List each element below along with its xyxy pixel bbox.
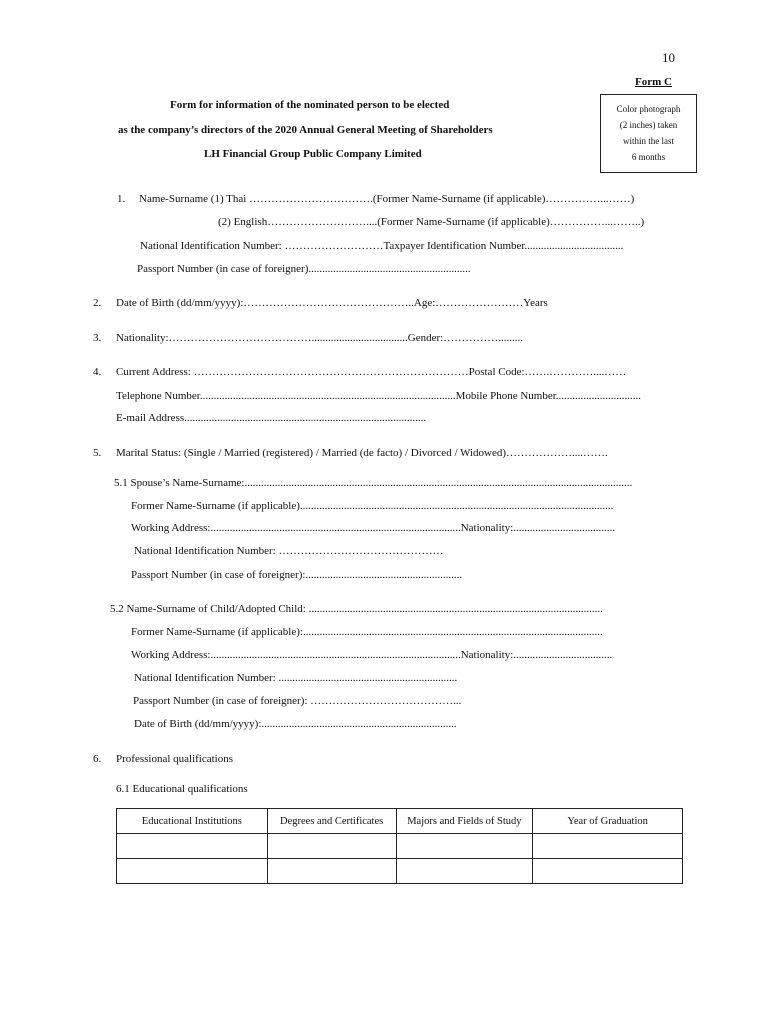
child-date-of-birth-field: Date of Birth (dd/mm/yyyy):....................................................................... [134,718,457,730]
table-cell[interactable] [117,859,268,884]
photo-box-line: Color photograph [616,104,681,114]
column-header: Degrees and Certificates [267,809,396,834]
page-number: 10 [662,50,675,65]
table-cell[interactable] [267,859,396,884]
table-cell[interactable] [533,834,683,859]
table-cell[interactable] [267,834,396,859]
table-header-row [117,809,683,834]
table-row [117,859,683,884]
item-3-number: 3. [93,332,102,344]
name-thai-field: Name-Surname (1) Thai …………………………….(Former Name-Surname (if applicable)……………...……) [139,193,635,205]
title-line-3: LH Financial Group Public Company Limited [204,148,422,160]
item-2-number: 2. [93,297,102,309]
nationality-field: Nationality:…………………………………...................................Gender:……………......... [116,332,523,344]
item-1-number: 1. [117,193,126,205]
photo-box-line: within the last [623,136,674,146]
spouse-passport-field: Passport Number (in case of foreigner):......................................................... [131,569,463,581]
current-address-field: Current Address: …………………………………………………………………Postal Code:…….…………....…… [116,366,627,378]
child-name-field: 5.2 Name-Surname of Child/Adopted Child: ........................................................................................................... [110,603,603,615]
spouse-former-name-field: Former Name-Surname (if applicable).................................................................................................................. [131,500,614,512]
column-header: Educational Institutions [117,809,268,834]
child-working-address-field: Working Address:...........................................................................................Nationality:.................................... [131,649,613,661]
spouse-national-id-field: National Identification Number: ……………………………………… [134,545,444,557]
child-former-name-field: Former Name-Surname (if applicable):............................................................................................................. [131,626,603,638]
title-line-2: as the company’s directors of the 2020 Annual General Meeting of Shareholders [118,124,493,136]
spouse-name-field: 5.1 Spouse’s Name-Surname:............................................................................................................................................. [114,477,633,489]
form-label: Form C [635,76,672,88]
photo-box-line: (2 inches) taken [619,120,678,130]
photo-box [600,94,697,173]
column-header: Year of Graduation [533,809,683,834]
table-cell[interactable] [533,859,683,884]
item-6-number: 6. [93,753,102,765]
name-english-field: (2) English………………………....(Former Name-Surname (if applicable)……………...……..) [218,216,645,228]
spouse-working-address-field: Working Address:...........................................................................................Nationality:..................................... [131,522,616,534]
photo-box-line: 6 months [631,152,666,162]
table-cell[interactable] [396,859,533,884]
educational-qualifications-heading: 6.1 Educational qualifications [116,783,248,795]
national-id-field: National Identification Number: ………………………Taxpayer Identification Number.................................... [140,240,624,252]
passport-field: Passport Number (in case of foreigner)........................................................... [137,263,471,275]
professional-qualifications-heading: Professional qualifications [116,753,234,765]
column-header: Majors and Fields of Study [396,809,533,834]
item-4-number: 4. [93,366,102,378]
education-table [116,808,683,884]
table-row [117,834,683,859]
child-national-id-field: National Identification Number: ................................................................. [134,672,458,684]
table-cell[interactable] [117,834,268,859]
date-of-birth-field: Date of Birth (dd/mm/yyyy):………………………………………..Age:……………………Years [116,297,548,309]
child-passport-field: Passport Number (in case of foreigner): …………………………………... [133,695,462,707]
item-5-number: 5. [93,447,102,459]
marital-status-field: Marital Status: (Single / Married (registered) / Married (de facto) / Divorced / Widowed)………………....……. [116,447,608,459]
table-cell[interactable] [396,834,533,859]
telephone-field: Telephone Number.............................................................................................Mobile Phone Number............................... [116,390,642,402]
email-field: E-mail Address........................................................................................ [116,412,427,424]
title-line-1: Form for information of the nominated person to be elected [170,99,450,111]
